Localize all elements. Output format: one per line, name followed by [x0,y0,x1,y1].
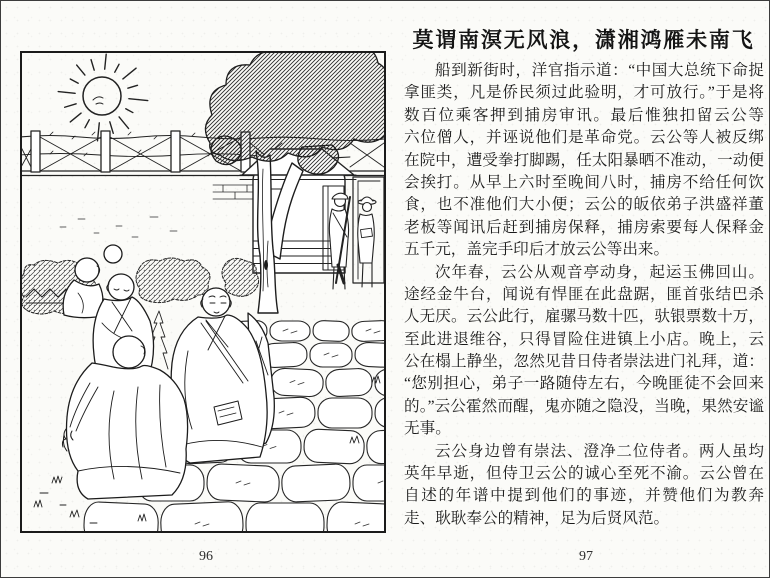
text-line: 食，也不准他们大小便；云公的皈依弟子洪盛祥董 [404,196,764,214]
text-line: 人无厌。云公此行，雇骡马数十匹，驮银票数十万， [404,308,764,326]
text-line: 船到新街时，洋官指示道：“中国大总统下命捉 [435,62,764,79]
text-line: 英年早逝，但侍卫云公的诚心至死不渝。云公曾在 [404,465,764,483]
text-line: 数百位乘客押到捕房审讯。最后惟独扣留云公等 [404,106,764,124]
text-line: 老板等闻讯后赶到捕房保释，捕房索要每人保释金 [404,218,764,236]
story-title: 莫谓南溟无风浪，潇湘鸿雁未南飞 [412,29,755,52]
story-text [404,60,764,530]
text-line: 的。”云公霍然而醒，鬼亦随之隐没，当晚，果然安谧 [404,397,764,415]
text-line: 自述的年谱中提到他们的事迹，并赞他们为教奔 [404,487,764,505]
page-number-left: 96 [199,549,213,564]
monk-bowing-front [62,336,187,499]
page-number-right: 97 [579,549,593,564]
text-line: 次年春，云公从观音亭动身，起运玉佛回山。 [435,263,764,281]
text-line: 公在榻上静坐，忽然见昔日侍者崇法进门礼拜，道： [404,353,764,371]
text-line: 途经金牛台，闻说有悍匪在此盘踞，匪首张结巴杀 [404,285,764,303]
text-line: 五千元，盖完手印后才放云公等出来。 [404,241,670,259]
text-line: 拿匪类，凡是侨民须过此验明，才可放行。”于是将 [404,84,764,102]
left-page [20,51,386,533]
text-line: “您别担心，弟子一路随侍左右，今晚匪徒不会回来 [404,375,764,393]
wall-and-ground-marks [60,185,259,237]
text-line: 六位僧人，并诬说他们是革命党。云公等人被反绑 [404,129,764,147]
text-line: 在院中，遭受拳打脚踢，任太阳暴晒不准动，一动便 [404,151,764,169]
guard-with-hat [358,197,376,287]
sun-drawing [58,54,148,141]
text-line: 走、耿耿奉公的精神，足为后贤风范。 [404,509,670,527]
text-line: 会挨打。从早上六时至晚间八时，捕房不给任何饮 [404,173,764,191]
monk-head [104,245,122,263]
tree-foliage [205,51,386,174]
text-line: 无事。 [404,420,451,438]
text-line: 云公身边曾有崇法、澄净二位侍者。两人虽均 [435,442,764,460]
text-line: 至此进退维谷，只得冒险住进镇上小店。晚上，云 [404,330,764,348]
illustration [20,51,386,533]
